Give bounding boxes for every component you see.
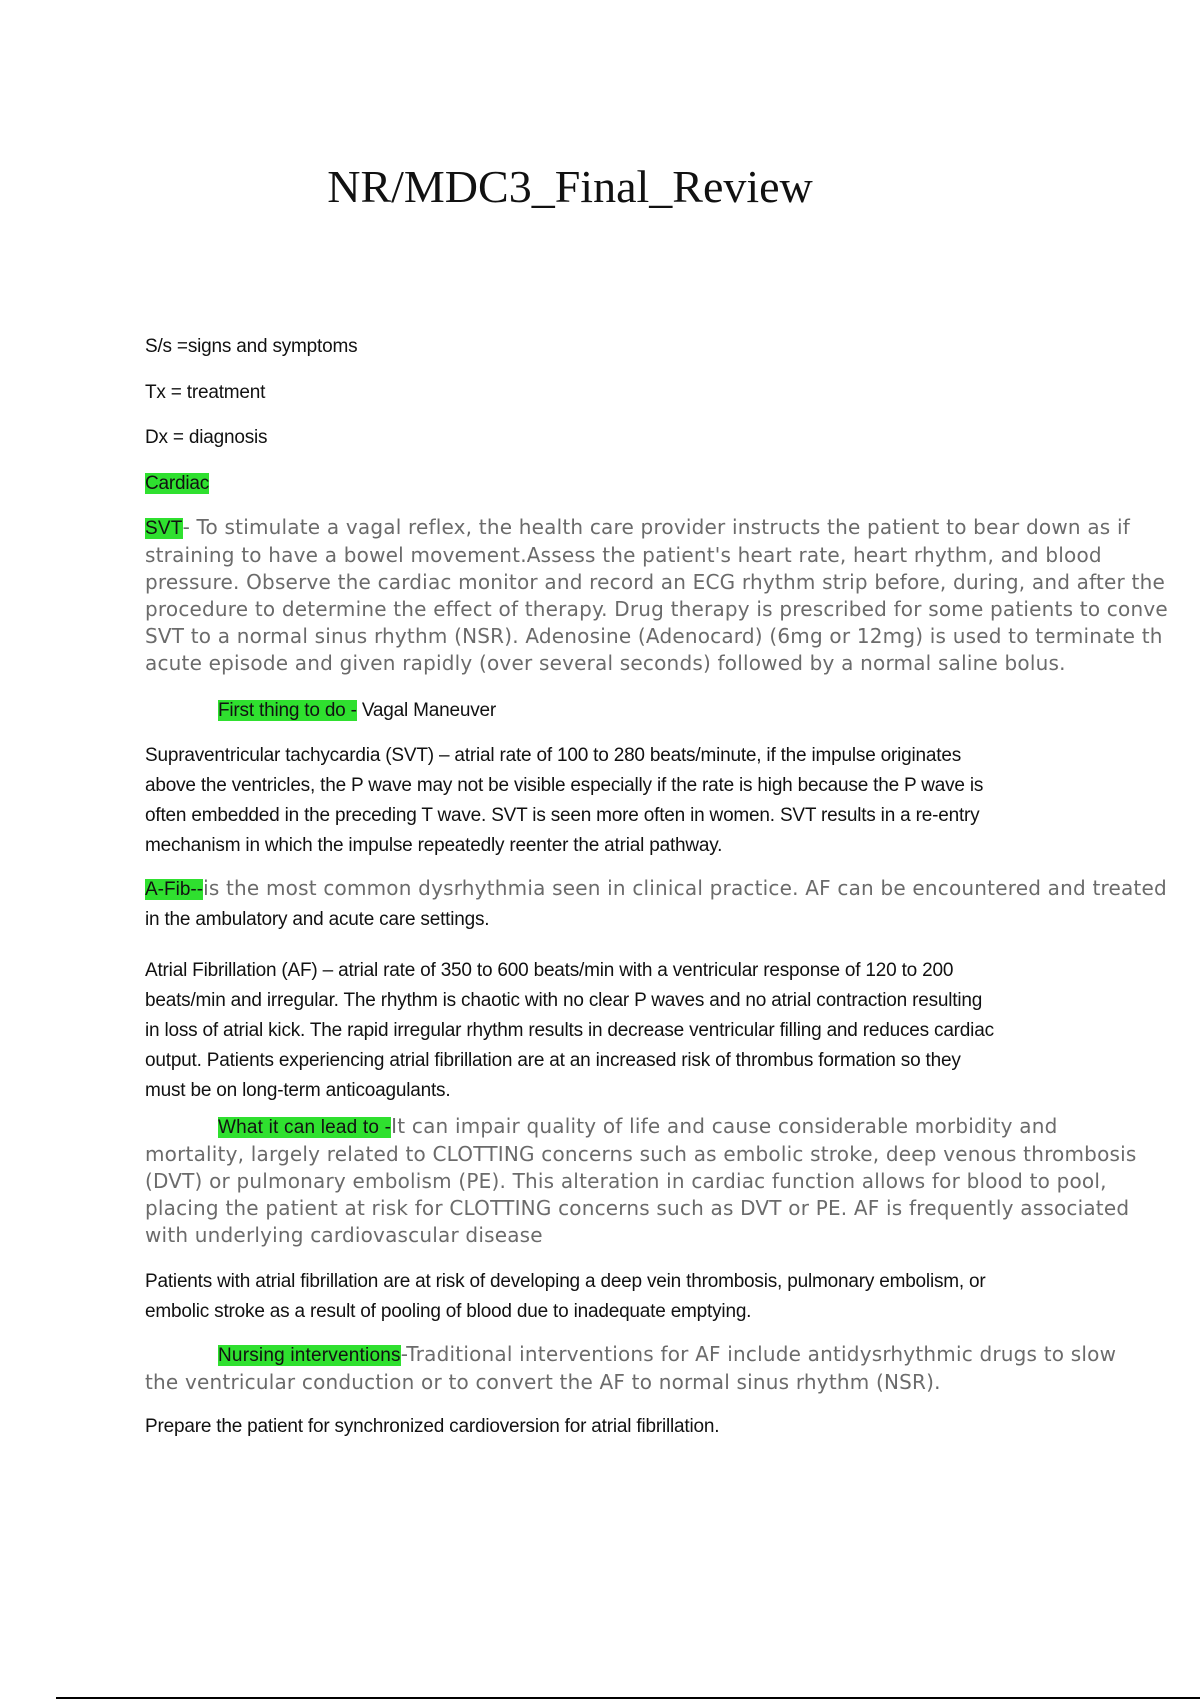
svt-line: straining to have a bowel movement.Assess the patient's heart rate, heart rhythm, and blood (145, 543, 1102, 567)
svt-line: procedure to determine the effect of therapy. Drug therapy is prescribed for some patients to conve (145, 597, 1168, 621)
section-heading-cardiac (145, 469, 209, 499)
svt-definition-line: often embedded in the preceding T wave. SVT is seen more often in women. SVT results in a re-entry (145, 805, 980, 826)
lead-to-line (145, 1113, 1200, 1141)
lead-to-line: (DVT) or pulmonary embolism (PE). This alteration in cardiac function allows for blood to pool, (145, 1169, 1107, 1193)
svt-line: acute episode and given rapidly (over several seconds) followed by a normal saline bolus. (145, 651, 1066, 675)
first-thing-line (145, 696, 496, 726)
highlight-lead-to: What it can lead to - (218, 1117, 392, 1138)
svt-line: SVT to a normal sinus rhythm (NSR). Adenosine (Adenocard) (6mg or 12mg) is used to terminate th (145, 624, 1163, 648)
lead-to-line: with underlying cardiovascular disease (145, 1223, 543, 1247)
abbreviation-signs: S/s =signs and symptoms (145, 336, 358, 357)
afib-paragraph (145, 874, 1200, 935)
lead-to-paragraph (145, 1113, 1200, 1249)
nursing-text: -Traditional interventions for AF include antidysrhythmic drugs to slow (400, 1342, 1117, 1366)
risk-paragraph (145, 1267, 1195, 1327)
abbreviation-treatment: Tx = treatment (145, 382, 266, 403)
af-definition-line: must be on long-term anticoagulants. (145, 1080, 451, 1101)
lead-to-line: placing the patient at risk for CLOTTING concerns such as DVT or PE. AF is frequently associated (145, 1196, 1130, 1220)
highlight-first-thing: First thing to do - (218, 700, 357, 721)
svt-paragraph (145, 514, 1200, 677)
svt-definition-line: above the ventricles, the P wave may not be visible especially if the rate is high because the P wave is (145, 775, 984, 796)
svt-line-text: - To stimulate a vagal reflex, the health care provider instructs the patient to bear down as if (182, 515, 1130, 539)
afib-continuation: in the ambulatory and acute care settings. (145, 909, 490, 930)
nursing-continuation: the ventricular conduction or to convert the AF to normal sinus rhythm (NSR). (145, 1370, 941, 1394)
cardioversion-line: Prepare the patient for synchronized cardioversion for atrial fibrillation. (145, 1416, 720, 1437)
risk-line: embolic stroke as a result of pooling of blood due to inadequate emptying. (145, 1301, 752, 1322)
highlight-nursing: Nursing interventions (218, 1345, 401, 1366)
nursing-line (145, 1341, 1200, 1369)
highlight-afib: A-Fib-- (145, 879, 204, 900)
afib-line (145, 874, 1200, 905)
nursing-paragraph (145, 1341, 1200, 1396)
first-thing-text: Vagal Maneuver (356, 700, 496, 721)
lead-to-text: It can impair quality of life and cause considerable morbidity and (391, 1114, 1058, 1138)
highlight-svt: SVT (145, 518, 183, 539)
risk-line: Patients with atrial fibrillation are at risk of developing a deep vein thrombosis, pulmonary embolism, or (145, 1271, 986, 1292)
lead-to-line: mortality, largely related to CLOTTING concerns such as embolic stroke, deep venous thrombosis (145, 1142, 1137, 1166)
af-definition-line: beats/min and irregular. The rhythm is chaotic with no clear P waves and no atrial contraction resulting (145, 990, 983, 1011)
abbreviation-diagnosis: Dx = diagnosis (145, 427, 268, 448)
svt-definition-line: Supraventricular tachycardia (SVT) – atrial rate of 100 to 280 beats/minute, if the impulse originates (145, 745, 962, 766)
afib-text: is the most common dysrhythmia seen in clinical practice. AF can be encountered and treated (203, 876, 1167, 900)
highlight-cardiac: Cardiac (145, 473, 210, 494)
af-definition-line: Atrial Fibrillation (AF) – atrial rate of 350 to 600 beats/min with a ventricular response of 120 to 200 (145, 960, 954, 981)
af-definition (145, 956, 1195, 1106)
svt-definition (145, 741, 1195, 861)
af-definition-line: output. Patients experiencing atrial fibrillation are at an increased risk of thrombus formation so they (145, 1050, 961, 1071)
svt-line: pressure. Observe the cardiac monitor and record an ECG rhythm strip before, during, and after the (145, 570, 1165, 594)
af-definition-line: in loss of atrial kick. The rapid irregular rhythm results in decrease ventricular filling and reduces cardiac (145, 1020, 994, 1041)
svt-definition-line: mechanism in which the impulse repeatedly reenter the atrial pathway. (145, 835, 723, 856)
document-title: NR/MDC3_Final_Review (327, 161, 813, 212)
footer-rule (56, 1697, 1200, 1699)
svt-line (145, 514, 1200, 542)
